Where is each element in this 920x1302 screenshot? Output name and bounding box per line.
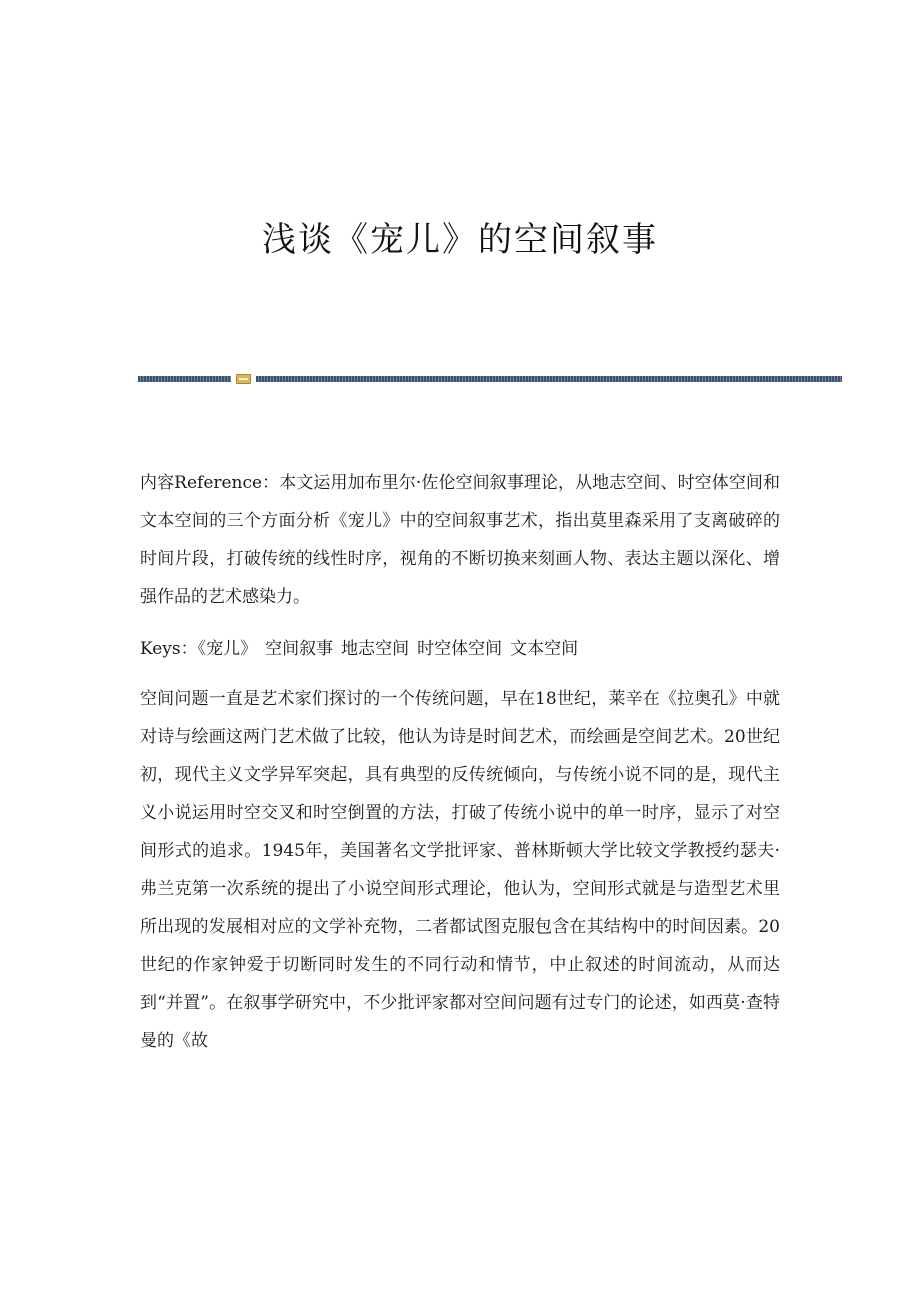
document-body — [140, 464, 780, 1074]
divider-bar-left — [138, 376, 231, 382]
divider-emblem-icon — [236, 374, 251, 384]
keyword: 文本空间 — [510, 639, 579, 659]
keywords-label: Keys： — [140, 639, 198, 659]
document-title: 浅谈《宠儿》的空间叙事 — [262, 220, 658, 260]
keyword: 地志空间 — [341, 639, 410, 659]
abstract-paragraph: 内容Reference：本文运用加布里尔·佐伦空间叙事理论，从地志空间、时空体空间和文本空间的三个方面分析《宠儿》中的空间叙事艺术，指出莫里森采用了支离破碎的时间片段，打破传统的线性时序，视角的不断切换来刻画人物、表达主题以深化、增强作品的艺术感染力。 — [140, 473, 780, 607]
keywords-line — [140, 630, 780, 668]
body-paragraph: 空间问题一直是艺术家们探讨的一个传统问题，早在18世纪，莱辛在《拉奥孔》中就对诗与绘画这两门艺术做了比较，他认为诗是时间艺术，而绘画是空间艺术。20世纪初，现代主义文学异军突起，具有典型的反传统倾向，与传统小说不同的是，现代主义小说运用时空交叉和时空倒置的方法，打破了传统小说中的单一时序，显示了对空间形式的追求。1945年，美国著名文学批评家、普林斯顿大学比较文学教授约瑟夫·弗兰克第一次系统的提出了小说空间形式理论，他认为，空间形式就是与造型艺术里所出现的发展相对应的文学补充物，二者都试图克服包含在其结构中的时间因素。20世纪的作家钟爱于切断同时发生的不同行动和情节，中止叙述的时间流动，从而达到“并置”。在叙事学研究中，不少批评家都对空间问题有过专门的论述，如西莫·查特曼的《故 — [140, 689, 780, 1051]
keyword: 时空体空间 — [417, 639, 503, 659]
keyword: 空间叙事 — [265, 639, 334, 659]
title-divider — [138, 374, 842, 384]
divider-bar-right — [256, 376, 842, 382]
keyword: 《宠儿》 — [197, 639, 258, 659]
